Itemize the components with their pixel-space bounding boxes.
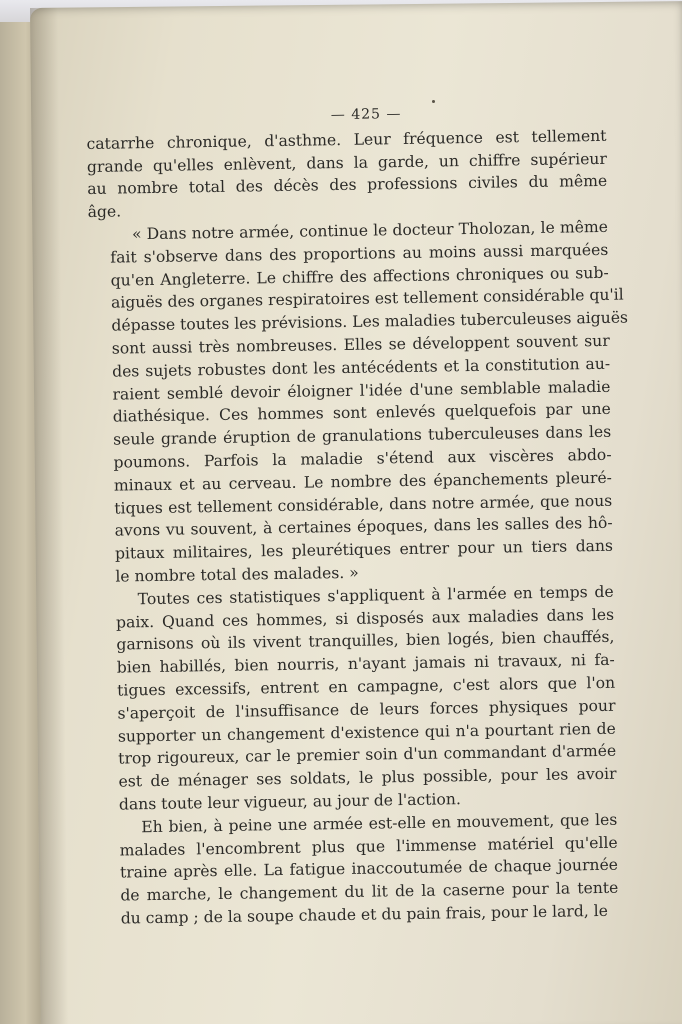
paragraph bbox=[97, 808, 619, 930]
text-line: sont aussi très nombreuses. Elles se développent souvent sur bbox=[111, 331, 610, 358]
speck-mark bbox=[432, 100, 435, 103]
page-text bbox=[86, 100, 629, 931]
text-line: dans toute leur vigueur, au jour de l'action. bbox=[118, 790, 461, 814]
text-line: âge. bbox=[87, 202, 122, 222]
text-line: au nombre total des décès des professions civiles du même bbox=[87, 172, 608, 199]
text-line: « Dans notre armée, continue le docteur Tholozan, le même bbox=[131, 217, 609, 244]
text-line: pitaux militaires, les pleurétiques entrer pour un tiers dans bbox=[114, 536, 614, 563]
text-line: traine après elle. La fatigue inaccoutumée de chaque journée bbox=[119, 856, 619, 882]
text-line: tigues excessifs, entrent en campagne, c'est alors que l'on bbox=[117, 673, 616, 700]
text-line: poumons. Parfois la maladie s'étend aux viscères abdo- bbox=[113, 445, 612, 472]
text-line: catarrhe chronique, d'asthme. Leur fréquence est tellement bbox=[86, 126, 607, 153]
text-line: malades l'encombrent plus que l'immense matériel qu'elle bbox=[119, 833, 618, 860]
text-line: aiguës des organes respiratoires est tellement considérable qu'il bbox=[110, 285, 624, 313]
text-line: seule grande éruption de granulations tuberculeuses dans les bbox=[113, 422, 612, 449]
text-line: des sujets robustes dont les antécédents et la constitution au- bbox=[111, 354, 611, 381]
text-line: raient semblé devoir éloigner l'idée d'une semblable maladie bbox=[112, 377, 611, 404]
text-line: est de ménager ses soldats, le plus possible, pour les avoir bbox=[118, 764, 617, 791]
text-line: Toutes ces statistiques s'appliquent à l'armée en temps de bbox=[137, 582, 614, 608]
paragraph bbox=[88, 216, 629, 589]
text-line: avons vu souvent, à certaines époques, dans les salles des hô- bbox=[114, 514, 613, 540]
text-line: s'aperçoit de l'insuffisance de leurs forces physiques pour bbox=[117, 696, 616, 723]
text-line: garnisons où ils vivent tranquilles, bien logés, bien chauffés, bbox=[116, 628, 615, 654]
text-line: de marche, le changement du lit de la caserne pour la tente bbox=[120, 878, 619, 905]
text-line: minaux et au cerveau. Le nombre des épanchements pleuré- bbox=[113, 468, 613, 495]
text-line: grande qu'elles enlèvent, dans la garde, un chiffre supérieur bbox=[86, 149, 607, 176]
paragraphs bbox=[86, 125, 629, 931]
text-line: trop rigoureux, car le premier soin d'un commandant d'armée bbox=[118, 742, 617, 768]
text-line: diathésique. Ces hommes sont enlevés quelquefois par une bbox=[112, 400, 611, 426]
paragraph bbox=[86, 125, 607, 224]
text-line: paix. Quand ces hommes, si disposés aux maladies dans les bbox=[115, 605, 615, 632]
text-line: qu'en Angleterre. Le chiffre des affections chroniques ou sub- bbox=[110, 263, 609, 290]
text-line: supporter un changement d'existence qui n'a pourtant rien de bbox=[117, 719, 616, 746]
text-line: le nombre total des malades. » bbox=[115, 563, 359, 586]
text-line: tiques est tellement considérable, dans notre armée, que nous bbox=[114, 491, 613, 518]
text-line: Eh bien, à peine une armée est-elle en mouvement, que les bbox=[141, 810, 618, 836]
text-line: bien habillés, bien nourris, n'ayant jamais ni travaux, ni fa- bbox=[116, 650, 615, 677]
page-number: — 425 — bbox=[330, 106, 402, 124]
text-line: fait s'observe dans des proportions au moins aussi marquées bbox=[110, 240, 609, 267]
text-line: du camp ; de la soupe chaude et du pain frais, pour le lard, le bbox=[120, 901, 609, 928]
paragraph bbox=[94, 581, 618, 817]
text-line: dépasse toutes les prévisions. Les maladies tuberculeuses aiguës bbox=[111, 308, 629, 335]
